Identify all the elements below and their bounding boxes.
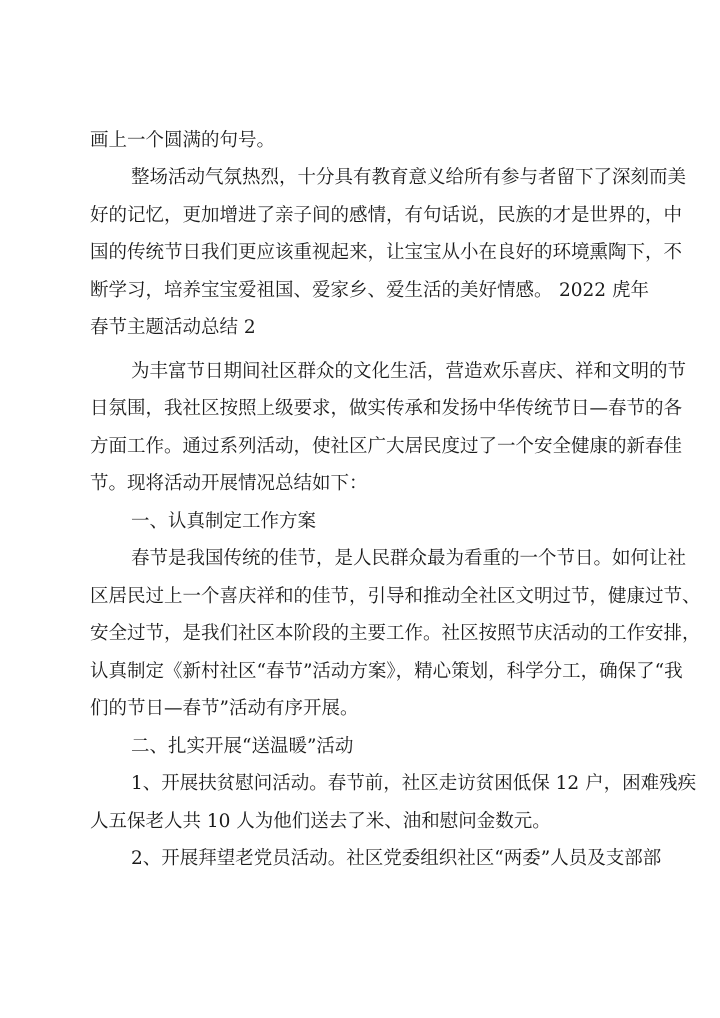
line-text: 为丰富节日期间社区群众的文化生活，营造欢乐喜庆、祥和文明的节 <box>131 361 687 382</box>
line-text: 安全过节，是我们社区本阶段的主要工作。社区按照节庆活动的工作安排， <box>90 623 701 644</box>
line-text: 2、开展拜望老党员活动。社区党委组织社区“两委”人员及支部部 <box>131 848 662 869</box>
text-line <box>0 200 720 232</box>
text-line <box>0 543 720 575</box>
section-heading: 一、认真制定工作方案 <box>131 511 317 532</box>
line-text: 整场活动气氛热烈，十分具有教育意义给所有参与者留下了深刻而美 <box>131 167 687 188</box>
line-text: 人五保老人共 10 人为他们送去了米、油和慰问金数元。 <box>90 811 551 832</box>
line-text: 日氛围，我社区按照上级要求，做实传承和发扬中华传统节日—春节的各 <box>90 398 683 419</box>
text-line <box>0 237 720 269</box>
text-line <box>0 581 720 613</box>
line-text: 好的记忆，更加增进了亲子间的感情，有句话说，民族的才是世界的，中 <box>90 205 683 226</box>
text-line <box>0 162 720 194</box>
line-text: 断学习，培养宝宝爱祖国、爱家乡、爱生活的美好情感。 <box>90 280 553 301</box>
section-heading: 春节主题活动总结 2 <box>90 317 256 338</box>
text-line <box>0 506 720 538</box>
line-text: 画上一个圆满的句号。 <box>90 130 276 151</box>
text-line <box>0 693 720 725</box>
text-line <box>0 431 720 463</box>
text-line <box>0 768 720 800</box>
text-line <box>0 356 720 388</box>
text-line <box>0 312 720 344</box>
line-text: 春节是我国传统的佳节，是人民群众最为看重的一个节日。如何让社 <box>131 548 687 569</box>
text-line <box>0 843 720 875</box>
line-text: 节。现将活动开展情况总结如下： <box>90 473 368 494</box>
text-line <box>0 618 720 650</box>
text-line <box>0 468 720 500</box>
line-text: 区居民过上一个喜庆祥和的佳节，引导和推动全社区文明过节，健康过节、 <box>90 586 701 607</box>
line-text: 认真制定《新村社区“春节”活动方案》，精心策划，科学分工，确保了“我 <box>90 661 683 682</box>
text-line <box>0 656 720 688</box>
text-line <box>0 393 720 425</box>
line-text: 1、开展扶贫慰问活动。春节前，社区走访贫困低保 12 户，困难残疾 <box>131 773 697 794</box>
text-line <box>0 731 720 763</box>
text-line <box>0 806 720 838</box>
line-text: 们的节日—春节”活动有序开展。 <box>90 698 359 719</box>
line-text: 方面工作。通过系列活动，使社区广大居民度过了一个安全健康的新春佳 <box>90 436 683 457</box>
line-text: 国的传统节日我们更应该重视起来，让宝宝从小在良好的环境熏陶下，不 <box>90 242 683 263</box>
line-text-tail: 2022 虎年 <box>559 280 649 301</box>
text-line <box>0 125 720 157</box>
text-line <box>0 275 720 307</box>
section-heading: 二、扎实开展“送温暖”活动 <box>131 736 354 757</box>
